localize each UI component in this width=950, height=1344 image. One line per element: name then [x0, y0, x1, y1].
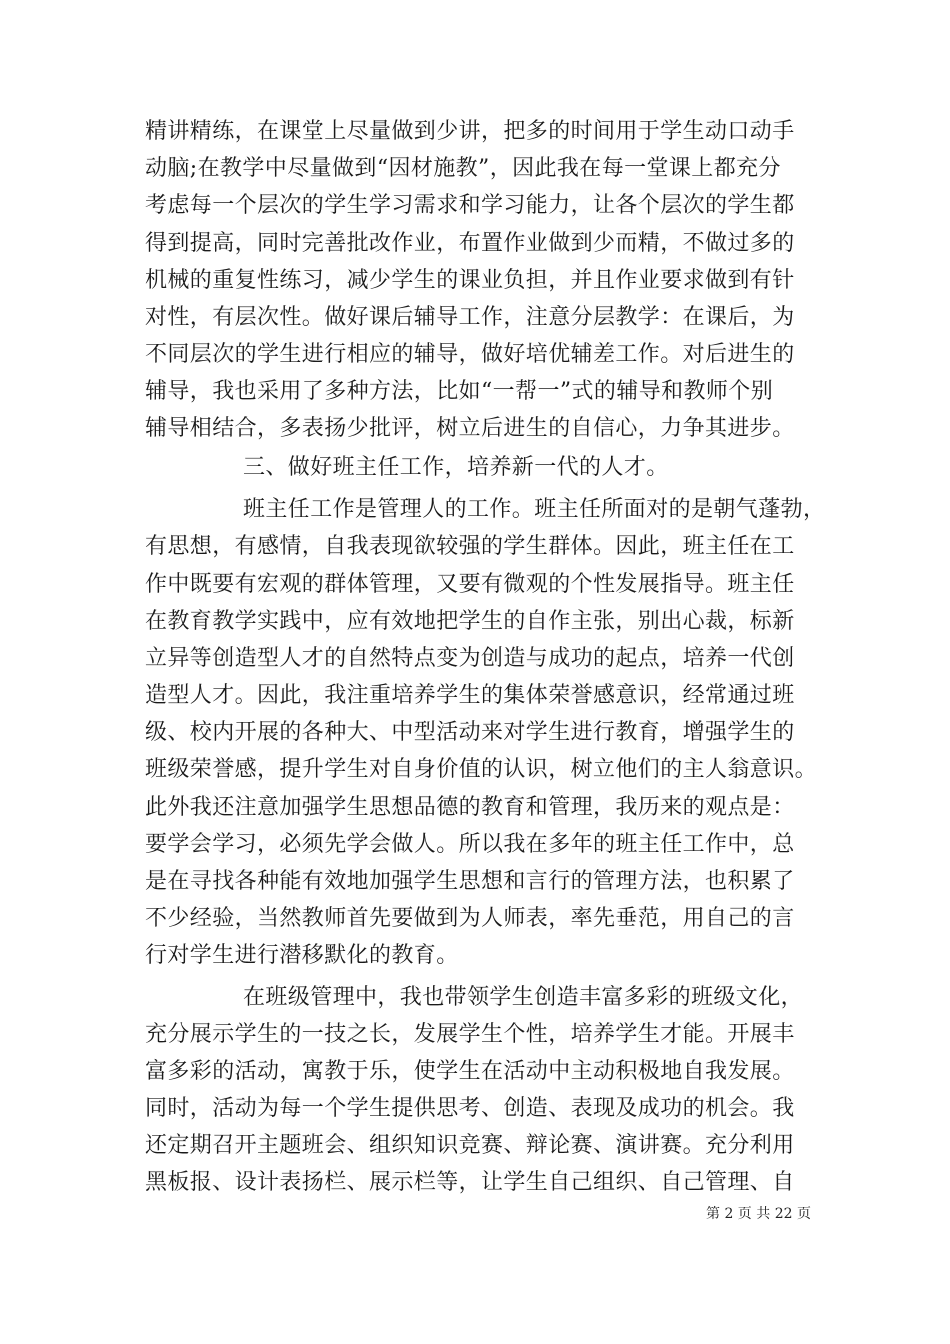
text-line: 不同层次的学生进行相应的辅导，做好培优辅差工作。对后进生的	[145, 342, 795, 367]
text-line: 充分展示学生的一技之长，发展学生个性，培养学生才能。开展丰	[145, 1022, 795, 1047]
text-line: 此外我还注意加强学生思想品德的教育和管理，我历来的观点是：	[145, 795, 795, 820]
text-line: 得到提高，同时完善批改作业，布置作业做到少而精，不做过多的	[145, 231, 795, 256]
text-line: 动脑;在教学中尽量做到“因材施教”，因此我在每一堂课上都充分	[145, 156, 781, 181]
text-line: 不少经验，当然教师首先要做到为人师表，率先垂范，用自己的言	[145, 906, 795, 931]
text-line: 在班级管理中，我也带领学生创造丰富多彩的班级文化，	[243, 985, 804, 1010]
text-line: 立异等创造型人才的自然特点变为创造与成功的起点，培养一代创	[145, 646, 795, 671]
page-number: 第 2 页 共 22 页	[706, 1206, 811, 1222]
text-line: 考虑每一个层次的学生学习需求和学习能力，让各个层次的学生都	[145, 193, 795, 218]
text-line: 还定期召开主题班会、组织知识竞赛、辩论赛、演讲赛。充分利用	[145, 1133, 795, 1158]
text-line: 黑板报、设计表扬栏、展示栏等，让学生自己组织、自己管理、自	[145, 1170, 795, 1195]
text-line: 是在寻找各种能有效地加强学生思想和言行的管理方法，也积累了	[145, 869, 795, 894]
text-line: 作中既要有宏观的群体管理，又要有微观的个性发展指导。班主任	[145, 572, 795, 597]
text-line: 在教育教学实践中，应有效地把学生的自作主张，别出心裁，标新	[145, 609, 795, 634]
text-line: 班级荣誉感，提升学生对自身价值的认识，树立他们的主人翁意识。	[145, 757, 818, 782]
text-line: 造型人才。因此，我注重培养学生的集体荣誉感意识，经常通过班	[145, 683, 795, 708]
text-line: 班主任工作是管理人的工作。班主任所面对的是朝气蓬勃，	[243, 497, 826, 522]
text-line: 对性，有层次性。做好课后辅导工作，注意分层教学：在课后，为	[145, 305, 795, 330]
text-line: 机械的重复性练习，减少学生的课业负担，并且作业要求做到有针	[145, 268, 795, 293]
text-line: 精讲精练，在课堂上尽量做到少讲，把多的时间用于学生动口动手	[145, 119, 795, 144]
text-line: 要学会学习，必须先学会做人。所以我在多年的班主任工作中，总	[145, 832, 795, 857]
text-line: 有思想，有感情，自我表现欲较强的学生群体。因此，班主任在工	[145, 534, 795, 559]
text-line: 同时，活动为每一个学生提供思考、创造、表现及成功的机会。我	[145, 1096, 795, 1121]
section-heading: 三、做好班主任工作，培养新一代的人才。	[243, 455, 669, 480]
text-line: 辅导相结合，多表扬少批评，树立后进生的自信心，力争其进步。	[145, 416, 795, 441]
text-line: 行对学生进行潜移默化的教育。	[145, 943, 459, 968]
text-line: 辅导，我也采用了多种方法，比如“一帮一”式的辅导和教师个别	[145, 379, 774, 404]
text-line: 级、校内开展的各种大、中型活动来对学生进行教育，增强学生的	[145, 720, 795, 745]
text-line: 富多彩的活动，寓教于乐，使学生在活动中主动积极地自我发展。	[145, 1059, 795, 1084]
